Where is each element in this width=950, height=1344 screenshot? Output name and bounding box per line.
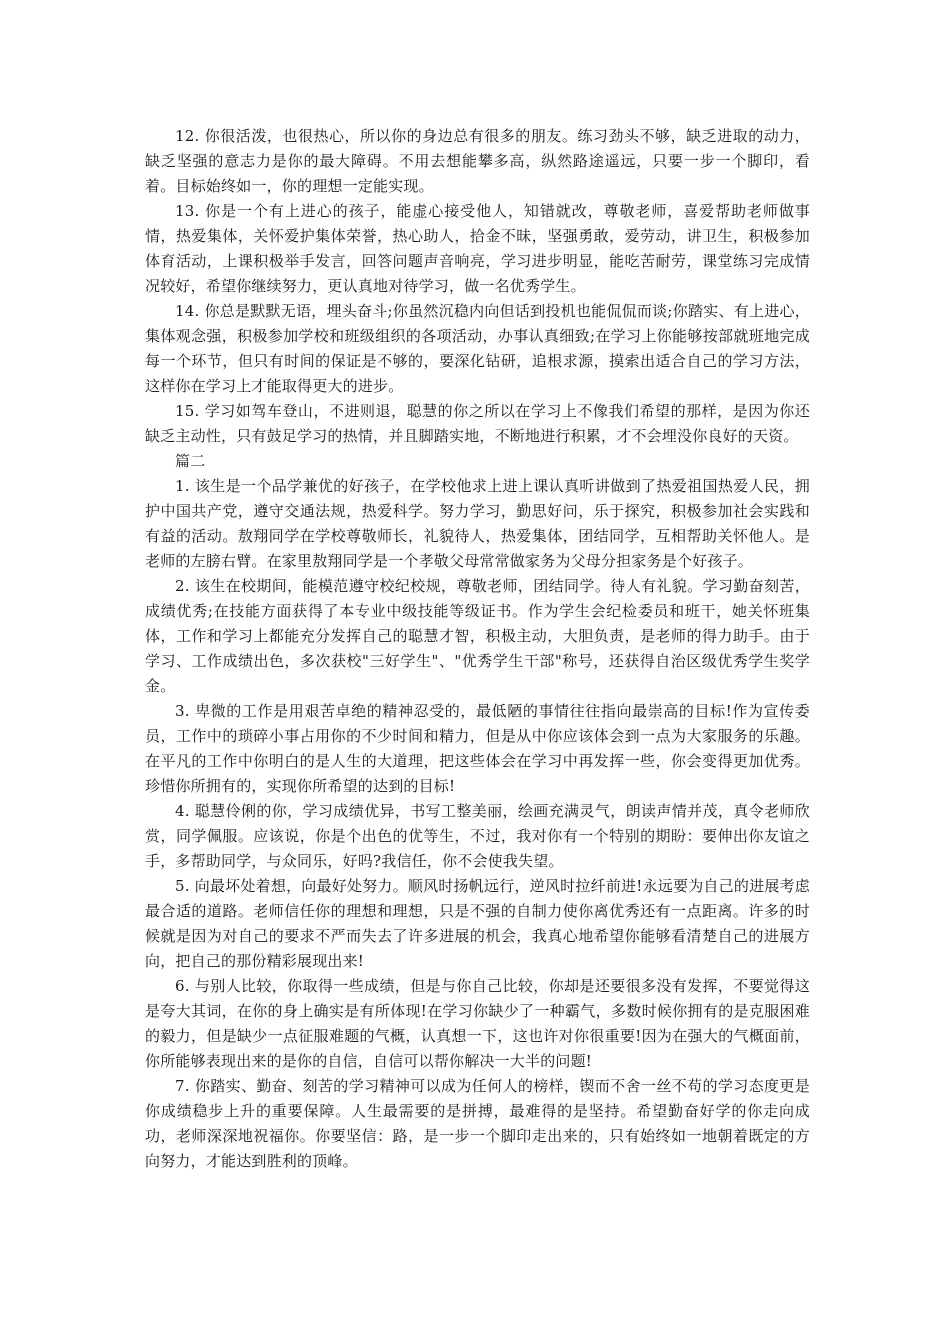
paragraph-15: 15. 学习如驾车登山，不进则退，聪慧的你之所以在学习上不像我们希望的那样，是因为你还缺乏主动性，只有鼓足学习的热情，并且脚踏实地，不断地进行积累，才不会埋没你良好的天资。: [145, 402, 810, 445]
paragraph-13: 13. 你是一个有上进心的孩子，能虚心接受他人，知错就改，尊敬老师，喜爱帮助老师做事情，热爱集体，关怀爱护集体荣誉，热心助人，拾金不昧，坚强勇敢，爱劳动，讲卫生，积极参加体育活动，上课积极举手发言，回答问题声音响亮，学习进步明显，能吃苦耐劳，课堂练习完成情况较好，希望你继续努力，更认真地对待学习，做一名优秀学生。: [145, 202, 810, 295]
paragraph-12: 12. 你很活泼，也很热心，所以你的身边总有很多的朋友。练习劲头不够，缺乏进取的动力，缺乏坚强的意志力是你的最大障碍。不用去想能攀多高，纵然路途遥远，只要一步一个脚印，看着。目标始终如一，你的理想一定能实现。: [145, 127, 810, 195]
section-heading: 篇二: [175, 452, 206, 470]
document-body: [145, 124, 810, 1174]
paragraph-2: 2. 该生在校期间，能模范遵守校纪校规，尊敬老师，团结同学。待人有礼貌。学习勤奋刻苦，成绩优秀;在技能方面获得了本专业中级技能等级证书。作为学生会纪检委员和班干，她关怀班集体，工作和学习上都能充分发挥自己的聪慧才智，积极主动，大胆负责，是老师的得力助手。由于学习、工作成绩出色，多次获校"三好学生"、"优秀学生干部"称号，还获得自治区级优秀学生奖学金。: [145, 577, 810, 695]
paragraph-1: 1. 该生是一个品学兼优的好孩子，在学校他求上进上课认真听讲做到了热爱祖国热爱人民，拥护中国共产党，遵守交通法规，热爱科学。努力学习，勤思好问，乐于探究，积极参加社会实践和有益的活动。敖翔同学在学校尊敬师长，礼貌待人，热爱集体，团结同学，互相帮助关怀他人。是老师的左膀右臂。在家里敖翔同学是一个孝敬父母常常做家务为父母分担家务是个好孩子。: [145, 477, 810, 570]
paragraph-7: 7. 你踏实、勤奋、刻苦的学习精神可以成为任何人的榜样，锲而不舍一丝不苟的学习态度更是你成绩稳步上升的重要保障。人生最需要的是拼搏，最难得的是坚持。希望勤奋好学的你走向成功，老师深深地祝福你。你要坚信：路，是一步一个脚印走出来的，只有始终如一地朝着既定的方向努力，才能达到胜利的顶峰。: [145, 1077, 810, 1170]
paragraph-14: 14. 你总是默默无语，埋头奋斗;你虽然沉稳内向但话到投机也能侃侃而谈;你踏实、有上进心，集体观念强，积极参加学校和班级组织的各项活动，办事认真细致;在学习上你能够按部就班地完成每一个环节，但只有时间的保证是不够的，要深化钻研，追根求源，摸索出适合自己的学习方法，这样你在学习上才能取得更大的进步。: [145, 302, 810, 395]
paragraph-4: 4. 聪慧伶俐的你，学习成绩优异，书写工整美丽，绘画充满灵气，朗读声情并茂，真令老师欣赏，同学佩服。应该说，你是个出色的优等生，不过，我对你有一个特别的期盼：要伸出你友谊之手，多帮助同学，与众同乐，好吗?我信任，你不会使我失望。: [145, 802, 810, 870]
paragraph-5: 5. 向最坏处着想，向最好处努力。顺风时扬帆远行，逆风时拉纤前进!永远要为自己的进展考虑最合适的道路。老师信任你的理想和理想，只是不强的自制力使你离优秀还有一点距离。许多的时候就是因为对自己的要求不严而失去了许多进展的机会，我真心地希望你能够看清楚自己的进展方向，把自己的那份精彩展现出来!: [145, 877, 810, 970]
paragraph-6: 6. 与别人比较，你取得一些成绩，但是与你自己比较，你却是还要很多没有发挥，不要觉得这是夸大其词，在你的身上确实是有所体现!在学习你缺少了一种霸气，多数时候你拥有的是克服困难的毅力，但是缺少一点征服难题的气概，认真想一下，这也许对你很重要!因为在强大的气概面前，你所能够表现出来的是你的自信，自信可以帮你解决一大半的问题!: [145, 977, 810, 1070]
paragraph-3: 3. 卑微的工作是用艰苦卓绝的精神忍受的，最低陋的事情往往指向最崇高的目标!作为宣传委员，工作中的琐碎小事占用你的不少时间和精力，但是从中你应该体会到一点为大家服务的乐趣。在平凡的工作中你明白的是人生的大道理，把这些体会在学习中再发挥一些，你会变得更加优秀。珍惜你所拥有的，实现你所希望的达到的目标!: [145, 702, 810, 795]
